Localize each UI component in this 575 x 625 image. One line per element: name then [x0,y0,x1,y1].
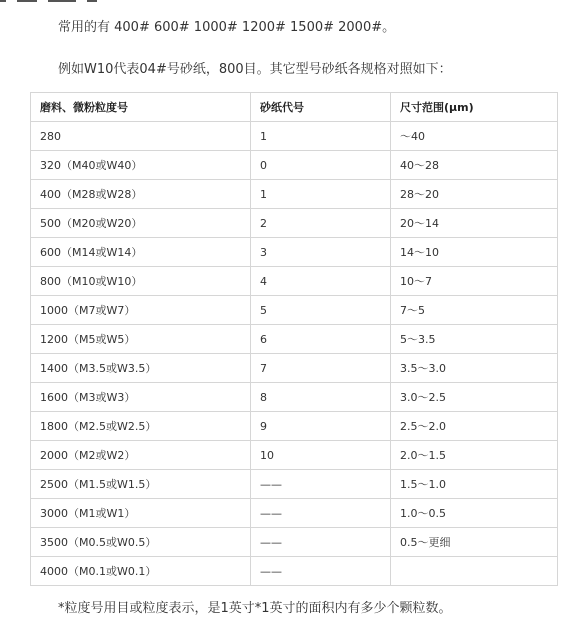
grit-cell: 400（M28或W28） [31,180,251,209]
heading-glyph-fragment [87,0,97,2]
table-row [31,267,558,296]
grit-cell: 2500（M1.5或W1.5） [31,470,251,499]
table-header-row [31,93,558,122]
grit-cell: 500（M20或W20） [31,209,251,238]
table-row [31,528,558,557]
size-cell: ～40 [391,122,558,151]
size-cell: 14～10 [391,238,558,267]
header-sandpaper-code: 砂纸代号 [251,93,391,122]
code-cell: 7 [251,354,391,383]
code-cell: 1 [251,122,391,151]
table-row [31,441,558,470]
code-cell: —— [251,557,391,586]
footnote: *粒度号用目或粒度表示，是1英寸*1英寸的面积内有多少个颗粒数。 [58,601,452,616]
table-row [31,151,558,180]
size-cell: 1.5～1.0 [391,470,558,499]
code-cell: 4 [251,267,391,296]
size-cell: 5～3.5 [391,325,558,354]
code-cell: —— [251,499,391,528]
table-row [31,238,558,267]
header-size-range: 尺寸范围(μm) [391,93,558,122]
grit-cell: 1000（M7或W7） [31,296,251,325]
size-cell: 2.0～1.5 [391,441,558,470]
heading-glyph-fragment [48,0,76,2]
grit-cell: 280 [31,122,251,151]
size-cell: 3.5～3.0 [391,354,558,383]
size-cell: 20～14 [391,209,558,238]
heading-glyph-fragment [17,0,37,2]
table-row [31,383,558,412]
grit-cell: 1400（M3.5或W3.5） [31,354,251,383]
table-row [31,470,558,499]
size-cell: 2.5～2.0 [391,412,558,441]
code-cell: 10 [251,441,391,470]
table-row [31,296,558,325]
grit-cell: 1600（M3或W3） [31,383,251,412]
size-cell: 40～28 [391,151,558,180]
table-row [31,499,558,528]
grit-cell: 2000（M2或W2） [31,441,251,470]
size-cell: 10～7 [391,267,558,296]
size-cell: 28～20 [391,180,558,209]
size-cell: 7～5 [391,296,558,325]
code-cell: 2 [251,209,391,238]
code-cell: 8 [251,383,391,412]
grit-cell: 3500（M0.5或W0.5） [31,528,251,557]
intro-paragraph-example: 例如W10代表04#号砂纸，800目。其它型号砂纸各规格对照如下： [58,62,452,77]
table-row [31,412,558,441]
grit-cell: 1200（M5或W5） [31,325,251,354]
size-cell: 3.0～2.5 [391,383,558,412]
code-cell: 5 [251,296,391,325]
header-grit-number: 磨料、微粉粒度号 [31,93,251,122]
table-row [31,325,558,354]
intro-paragraph-common-grits: 常用的有 400# 600# 1000# 1200# 1500# 2000#。 [58,20,396,35]
table-row [31,122,558,151]
size-cell [391,557,558,586]
table-row [31,354,558,383]
code-cell: —— [251,528,391,557]
code-cell: 0 [251,151,391,180]
code-cell: 3 [251,238,391,267]
sandpaper-spec-table [30,92,558,586]
grit-cell: 320（M40或W40） [31,151,251,180]
size-cell: 0.5～更细 [391,528,558,557]
size-cell: 1.0～0.5 [391,499,558,528]
heading-glyph-fragment [0,0,6,2]
code-cell: 6 [251,325,391,354]
code-cell: —— [251,470,391,499]
code-cell: 9 [251,412,391,441]
grit-cell: 800（M10或W10） [31,267,251,296]
code-cell: 1 [251,180,391,209]
cropped-heading-fragment [0,0,140,4]
grit-cell: 3000（M1或W1） [31,499,251,528]
table-row [31,209,558,238]
table-row [31,557,558,586]
grit-cell: 1800（M2.5或W2.5） [31,412,251,441]
grit-cell: 600（M14或W14） [31,238,251,267]
table-row [31,180,558,209]
grit-cell: 4000（M0.1或W0.1） [31,557,251,586]
